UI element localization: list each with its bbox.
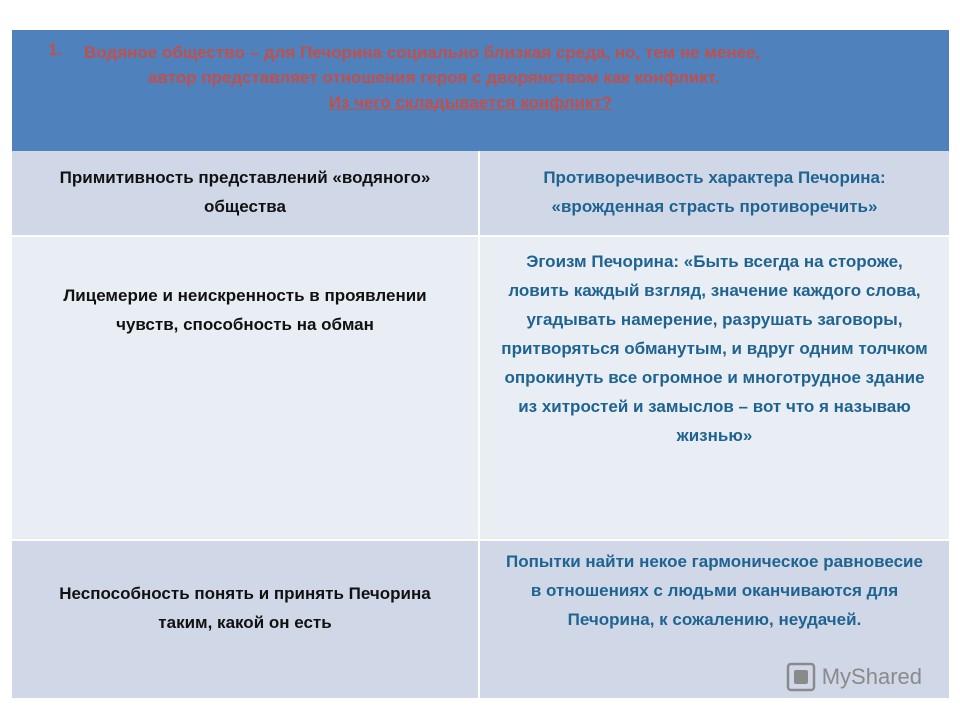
row-3-left-cell [12,541,478,698]
row-2-left-cell [12,237,478,539]
header-number: 1. [48,40,63,59]
header-line-2: автор представляет отношения героя с дворянством как конфликт. [148,68,720,87]
table-header [12,30,949,151]
row-1-right-cell [480,151,949,235]
row-1-right-text: Противоречивость характера Печорина: «врожденная страсть противоречить» [543,168,886,216]
row-1-left-text: Примитивность представлений «водяного» общества [59,168,431,216]
row-2-right-text: Эгоизм Печорина: «Быть всегда на стороже, ловить каждый взгляд, значение каждого слова, угадывать намерение, разрушать заговоры, притворяться обманутым, и вдруг одним толчком опрокинуть все огромное и многотрудное здание из хитростей и замыслов – вот что я называю жизнью» [501,252,928,445]
row-2-right-cell [480,237,949,539]
conflict-table [12,30,949,698]
header-line-1: Водяное общество – для Печорина социально близкая среда, но, тем не менее, [84,43,761,62]
row-2-left-text: Лицемерие и неискренность в проявлении чувств, способность на обман [63,286,427,334]
row-1-left-cell [12,151,478,235]
watermark [786,662,922,692]
row-3-right-text: Попытки найти некое гармоническое равновесие в отношениях с людьми оканчиваются для Печорина, к сожалению, неудачей. [506,552,923,629]
header-text [84,40,929,115]
myshared-logo-icon [786,662,816,692]
header-question: Из чего складывается конфликт? [328,93,613,112]
watermark-text: MyShared [821,664,922,689]
row-3-left-text: Неспособность понять и принять Печорина таким, какой он есть [59,584,431,632]
